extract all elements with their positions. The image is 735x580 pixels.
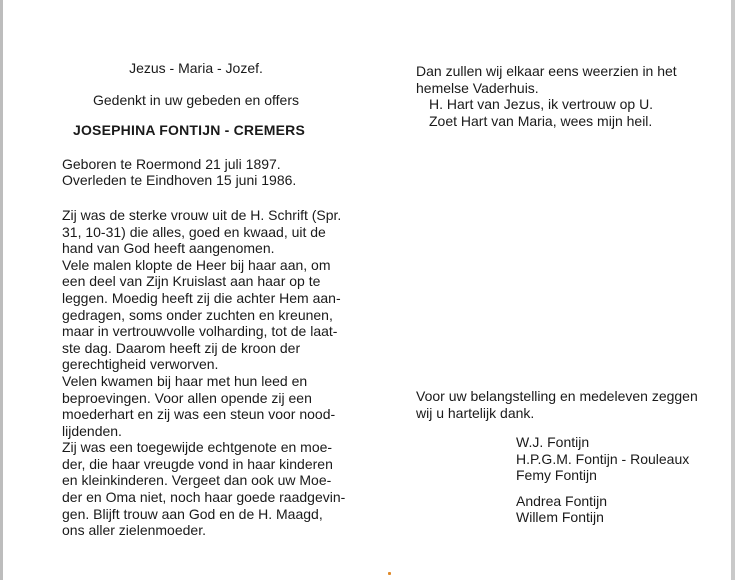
card-left-edge: [0, 0, 3, 580]
card-right-edge: [731, 0, 735, 580]
bio-paragraph: [62, 373, 336, 439]
bio-line: 31, 10-31) die alles, goed en kwaad, uit de: [62, 223, 326, 240]
prayer-line: H. Hart van Jezus, ik vertrouw op U.: [429, 96, 654, 113]
bio-line: een deel van Zijn Kruislast aan haar op te: [62, 273, 321, 290]
bio-line: hand van God heeft aangenomen.: [62, 240, 275, 257]
deceased-name: JOSEPHINA FONTIJN - CREMERS: [72, 122, 306, 139]
death-line: Overleden te Eindhoven 15 juni 1986.: [62, 172, 297, 189]
print-speck: [388, 572, 391, 575]
family-signatures: [516, 434, 716, 526]
bio-line: moederhart en zij was een steun voor nood-: [62, 406, 336, 423]
signature-name: W.J. Fontijn: [516, 434, 590, 450]
bio-paragraph: [62, 206, 342, 257]
thanks-note: [416, 388, 716, 421]
bio-line: en kleinkinderen. Vergeet dan ook uw Moe-: [62, 472, 332, 489]
life-dates: [62, 156, 336, 189]
signature-name: Andrea Fontijn: [516, 492, 608, 509]
bio-line: gen. Blijft trouw aan God en de H. Maagd,: [62, 505, 323, 522]
birth-line: Geboren te Roermond 21 juli 1897.: [62, 155, 281, 172]
prayer-line: hemelse Vaderhuis.: [416, 79, 539, 96]
prayer-line: Zoet Hart van Maria, wees mijn heil.: [429, 112, 653, 129]
signature-name: H.P.G.M. Fontijn - Rouleaux: [516, 450, 690, 467]
bio-line: der, die haar vreugde vond in haar kinderen: [62, 455, 333, 472]
biography: [62, 206, 346, 539]
signature-group: [516, 434, 716, 484]
bio-line: beproevingen. Voor allen opende zij een: [62, 389, 312, 406]
thanks-line: Voor uw belangstelling en medeleven zeggen: [416, 388, 698, 404]
bio-line: Zij was een toegewijde echtgenote en moe-: [62, 439, 333, 456]
bio-line: maar in vertrouwvolle volharding, tot de laat-: [62, 323, 338, 340]
bio-line: Vele malen klopte de Heer bij haar aan, om: [62, 256, 331, 273]
bio-line: lijdenden.: [62, 422, 122, 439]
thanks-line: wij u hartelijk dank.: [416, 404, 535, 421]
bio-line: Velen kwamen bij haar met hun leed en: [62, 372, 308, 389]
bio-paragraph: [62, 256, 341, 373]
signature-group: [516, 493, 716, 526]
bio-line: Zij was de sterke vrouw uit de H. Schrift (Spr.: [62, 206, 342, 223]
bio-paragraph: [62, 439, 346, 539]
bio-line: ste dag. Daarom heeft zij de kroon der: [62, 339, 301, 356]
signature-name: Femy Fontijn: [516, 467, 597, 484]
bio-line: gedragen, soms onder zuchten en kreunen,: [62, 306, 333, 323]
bio-line: gerechtigheid verworven.: [62, 356, 219, 373]
bio-line: der en Oma niet, noch haar goede raadgevin-: [62, 489, 346, 506]
bio-line: ons aller zielenmoeder.: [62, 522, 206, 539]
bio-line: leggen. Moedig heeft zij die achter Hem aan-: [62, 289, 341, 306]
left-column: [62, 60, 346, 539]
invocation: Jezus - Maria - Jozef.: [129, 60, 263, 76]
prayer-line: Dan zullen wij elkaar eens weerzien in het: [416, 63, 677, 79]
prayer-block: [416, 63, 712, 129]
dedication-line: Gedenkt in uw gebeden en offers: [92, 91, 299, 108]
signature-name: Willem Fontijn: [516, 509, 604, 526]
